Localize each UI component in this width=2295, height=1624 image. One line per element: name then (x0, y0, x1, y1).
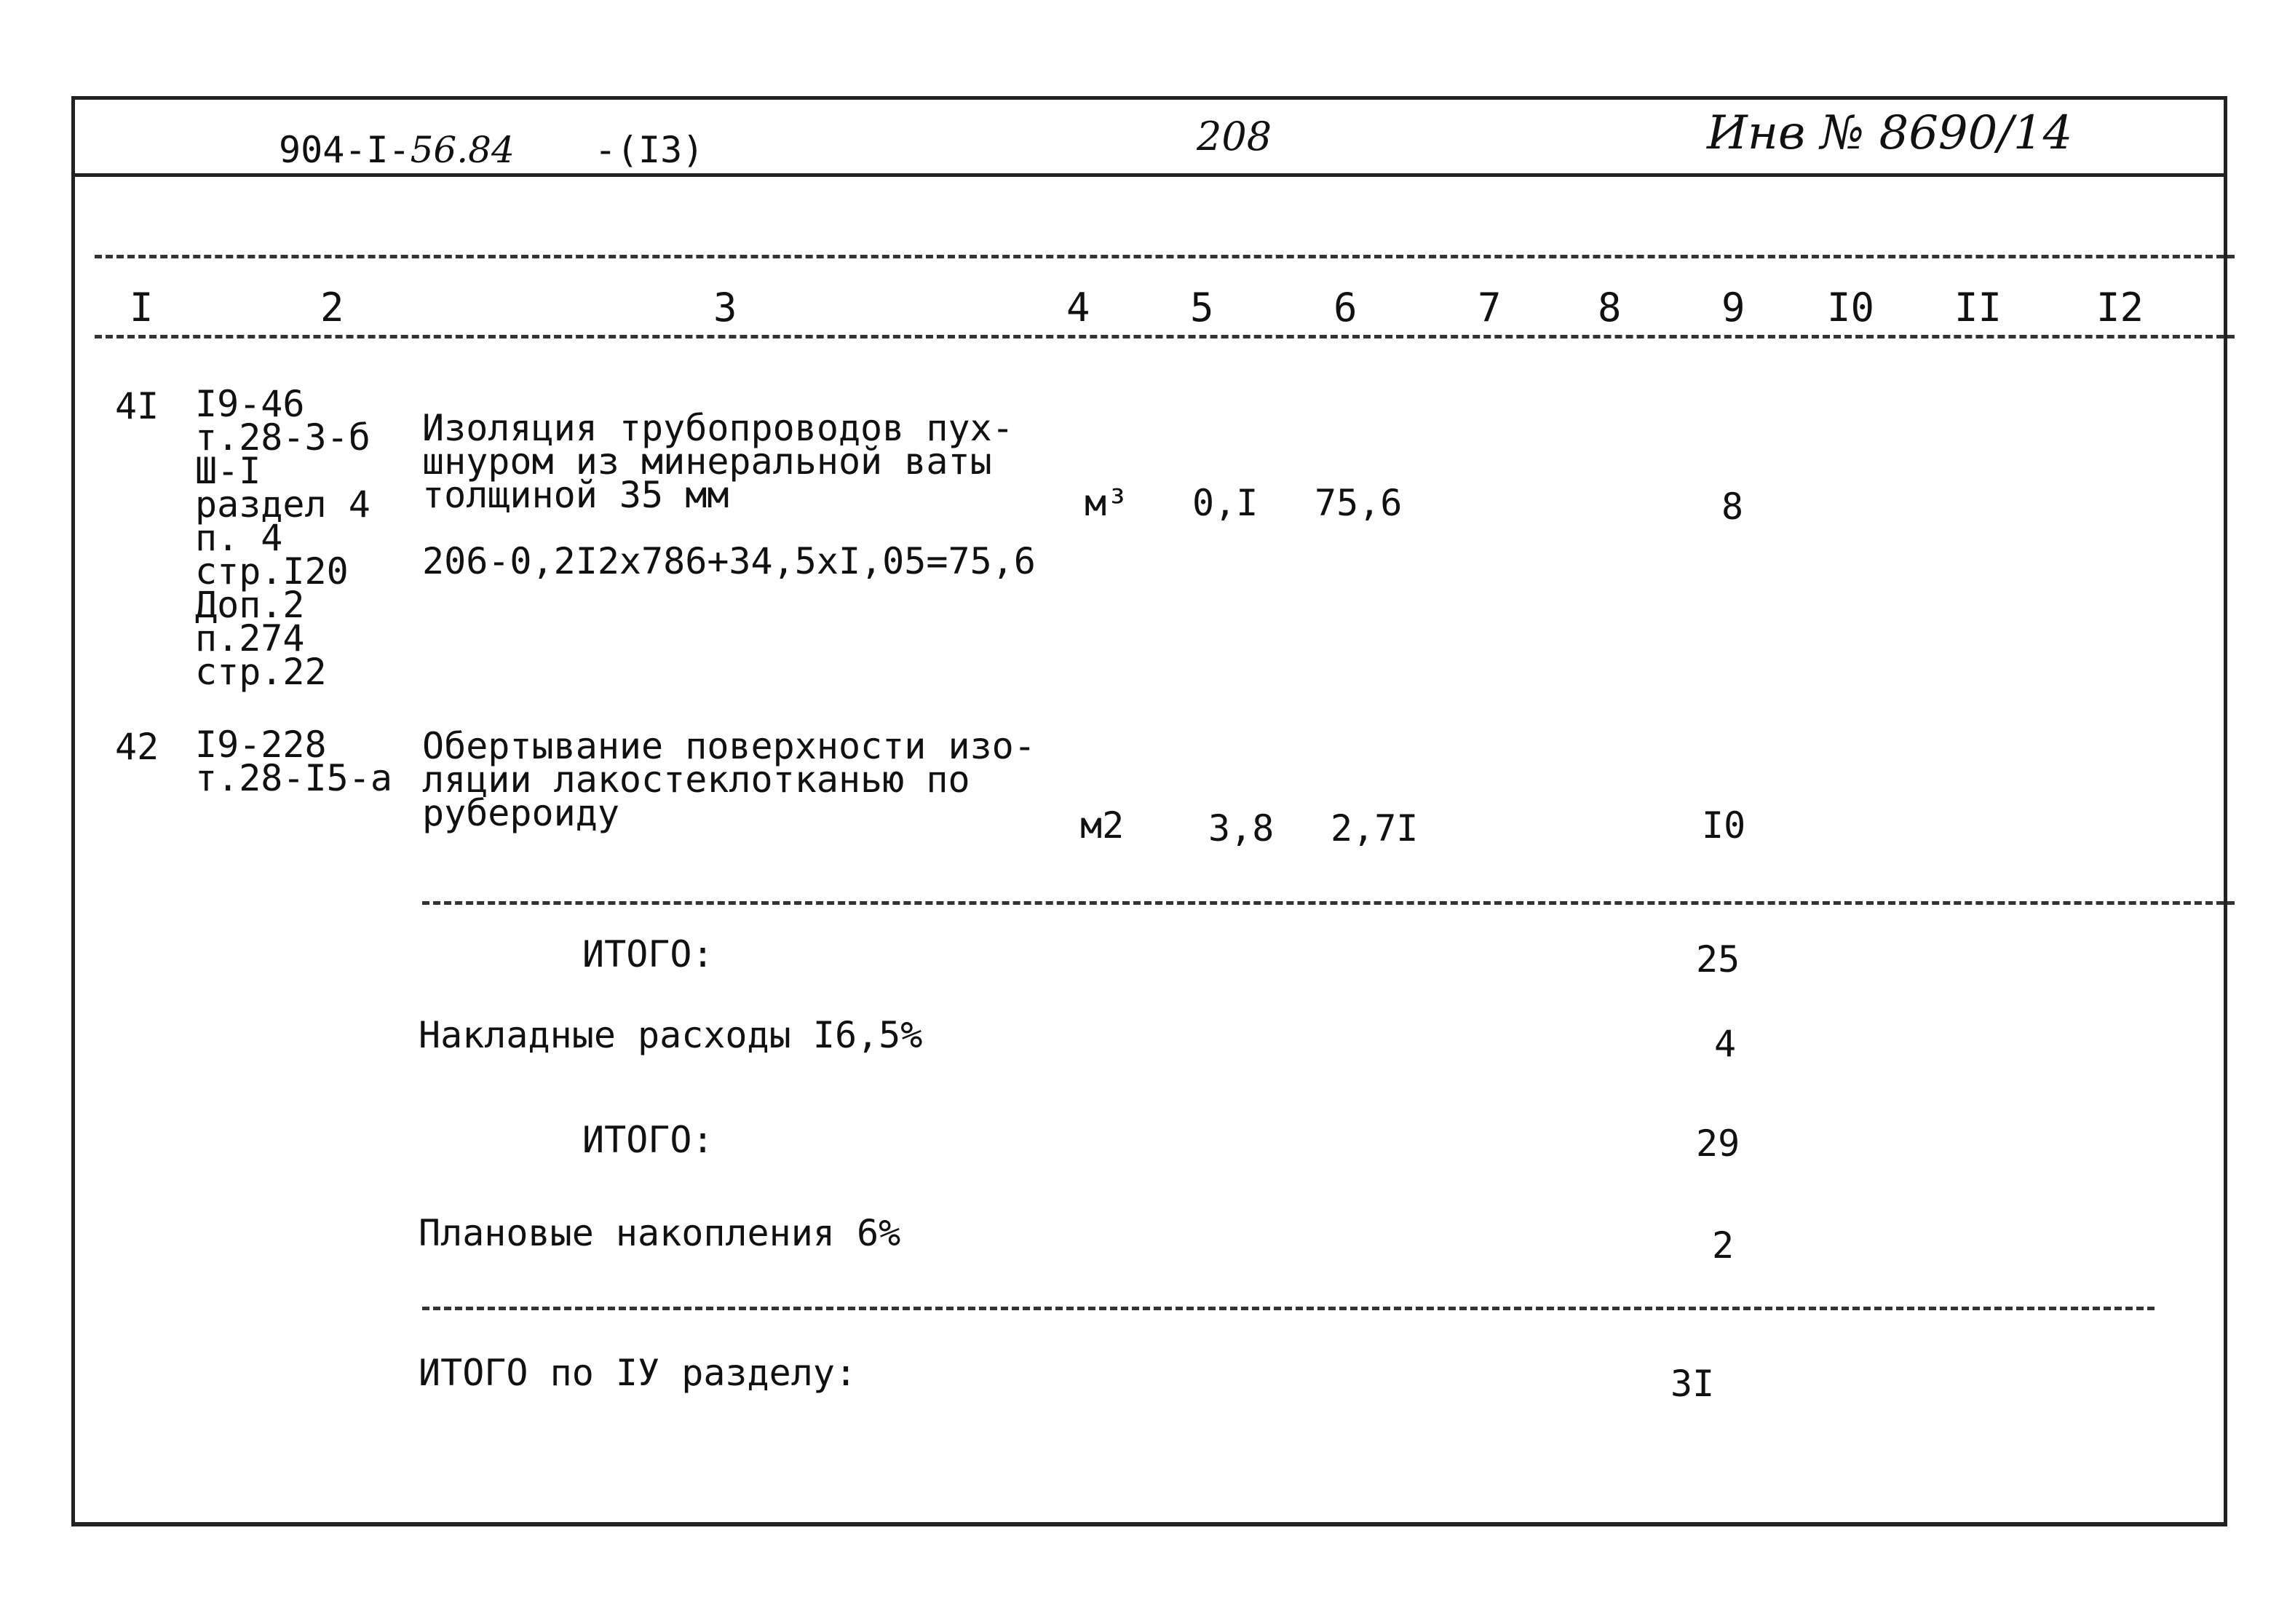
subtotal-1-value: 25 (1696, 938, 1740, 981)
subtotal-1-label: ИТОГО: (582, 933, 714, 975)
totals-separator-line (422, 901, 2235, 905)
column-header-3: 3 (713, 285, 737, 330)
column-header-7: 7 (1478, 285, 1502, 330)
row-42-unit: м2 (1080, 804, 1125, 847)
planned-savings-label: Плановые накопления 6% (419, 1212, 901, 1254)
row-42-col5: 3,8 (1208, 807, 1275, 849)
column-header-12: I2 (2096, 285, 2144, 330)
overhead-label: Накладные расходы I6,5% (419, 1014, 923, 1056)
overhead-value: 4 (1714, 1023, 1737, 1065)
row-41-col5: 0,I (1192, 482, 1259, 524)
column-header-10: I0 (1827, 285, 1875, 330)
column-header-5: 5 (1190, 285, 1214, 330)
row-41-col6: 75,6 (1315, 482, 1403, 524)
section-total-label: ИТОГО по IУ разделу: (419, 1352, 857, 1394)
column-header-top-line (95, 255, 2235, 258)
column-header-9: 9 (1721, 285, 1745, 330)
column-header-4: 4 (1066, 285, 1090, 330)
row-41-col9: 8 (1721, 486, 1744, 528)
planned-savings-value: 2 (1712, 1224, 1735, 1267)
code-handwritten: 56.84 (410, 129, 515, 171)
section-total-value: 3I (1670, 1363, 1715, 1405)
row-41-description: Изоляция трубопроводов пух- шнуром из минеральной ваты толщиной 35 мм (422, 407, 1014, 516)
column-header-8: 8 (1598, 285, 1622, 330)
row-42-references: I9-228 т.28-I5-а (195, 724, 392, 799)
inventory-number: Инв № 8690/14 (1707, 106, 2073, 160)
subtotal-2-label: ИТОГО: (582, 1119, 714, 1161)
row-41-number: 4I (115, 385, 159, 427)
row-42-col9: I0 (1702, 804, 1746, 847)
subtotal-2-value: 29 (1696, 1122, 1740, 1165)
row-41-unit: м³ (1085, 482, 1129, 524)
column-header-11: II (1954, 285, 2002, 330)
header-divider (71, 173, 2227, 177)
row-42-number: 42 (115, 726, 159, 768)
column-header-bottom-line (95, 335, 2235, 338)
page-number: 208 (1197, 114, 1272, 159)
row-41-formula: 206-0,2I2х786+34,5хI,05=75,6 (422, 540, 1036, 582)
column-header-6: 6 (1333, 285, 1357, 330)
column-header-1: I (130, 285, 154, 330)
document-code: 904-I-56.84 -(I3) (279, 129, 705, 171)
document-frame (71, 96, 2227, 1526)
row-42-col6: 2,7I (1331, 807, 1419, 849)
section-total-separator-line (422, 1307, 2155, 1310)
column-header-2: 2 (320, 285, 344, 330)
row-42-description: Обертывание поверхности изо- ляции лакостеклотканью по рубероиду (422, 725, 1036, 834)
row-41-references: I9-46 т.28-3-б Ш-I раздел 4 п. 4 стр.I20 Доп.2 п.274 стр.22 (195, 383, 370, 693)
